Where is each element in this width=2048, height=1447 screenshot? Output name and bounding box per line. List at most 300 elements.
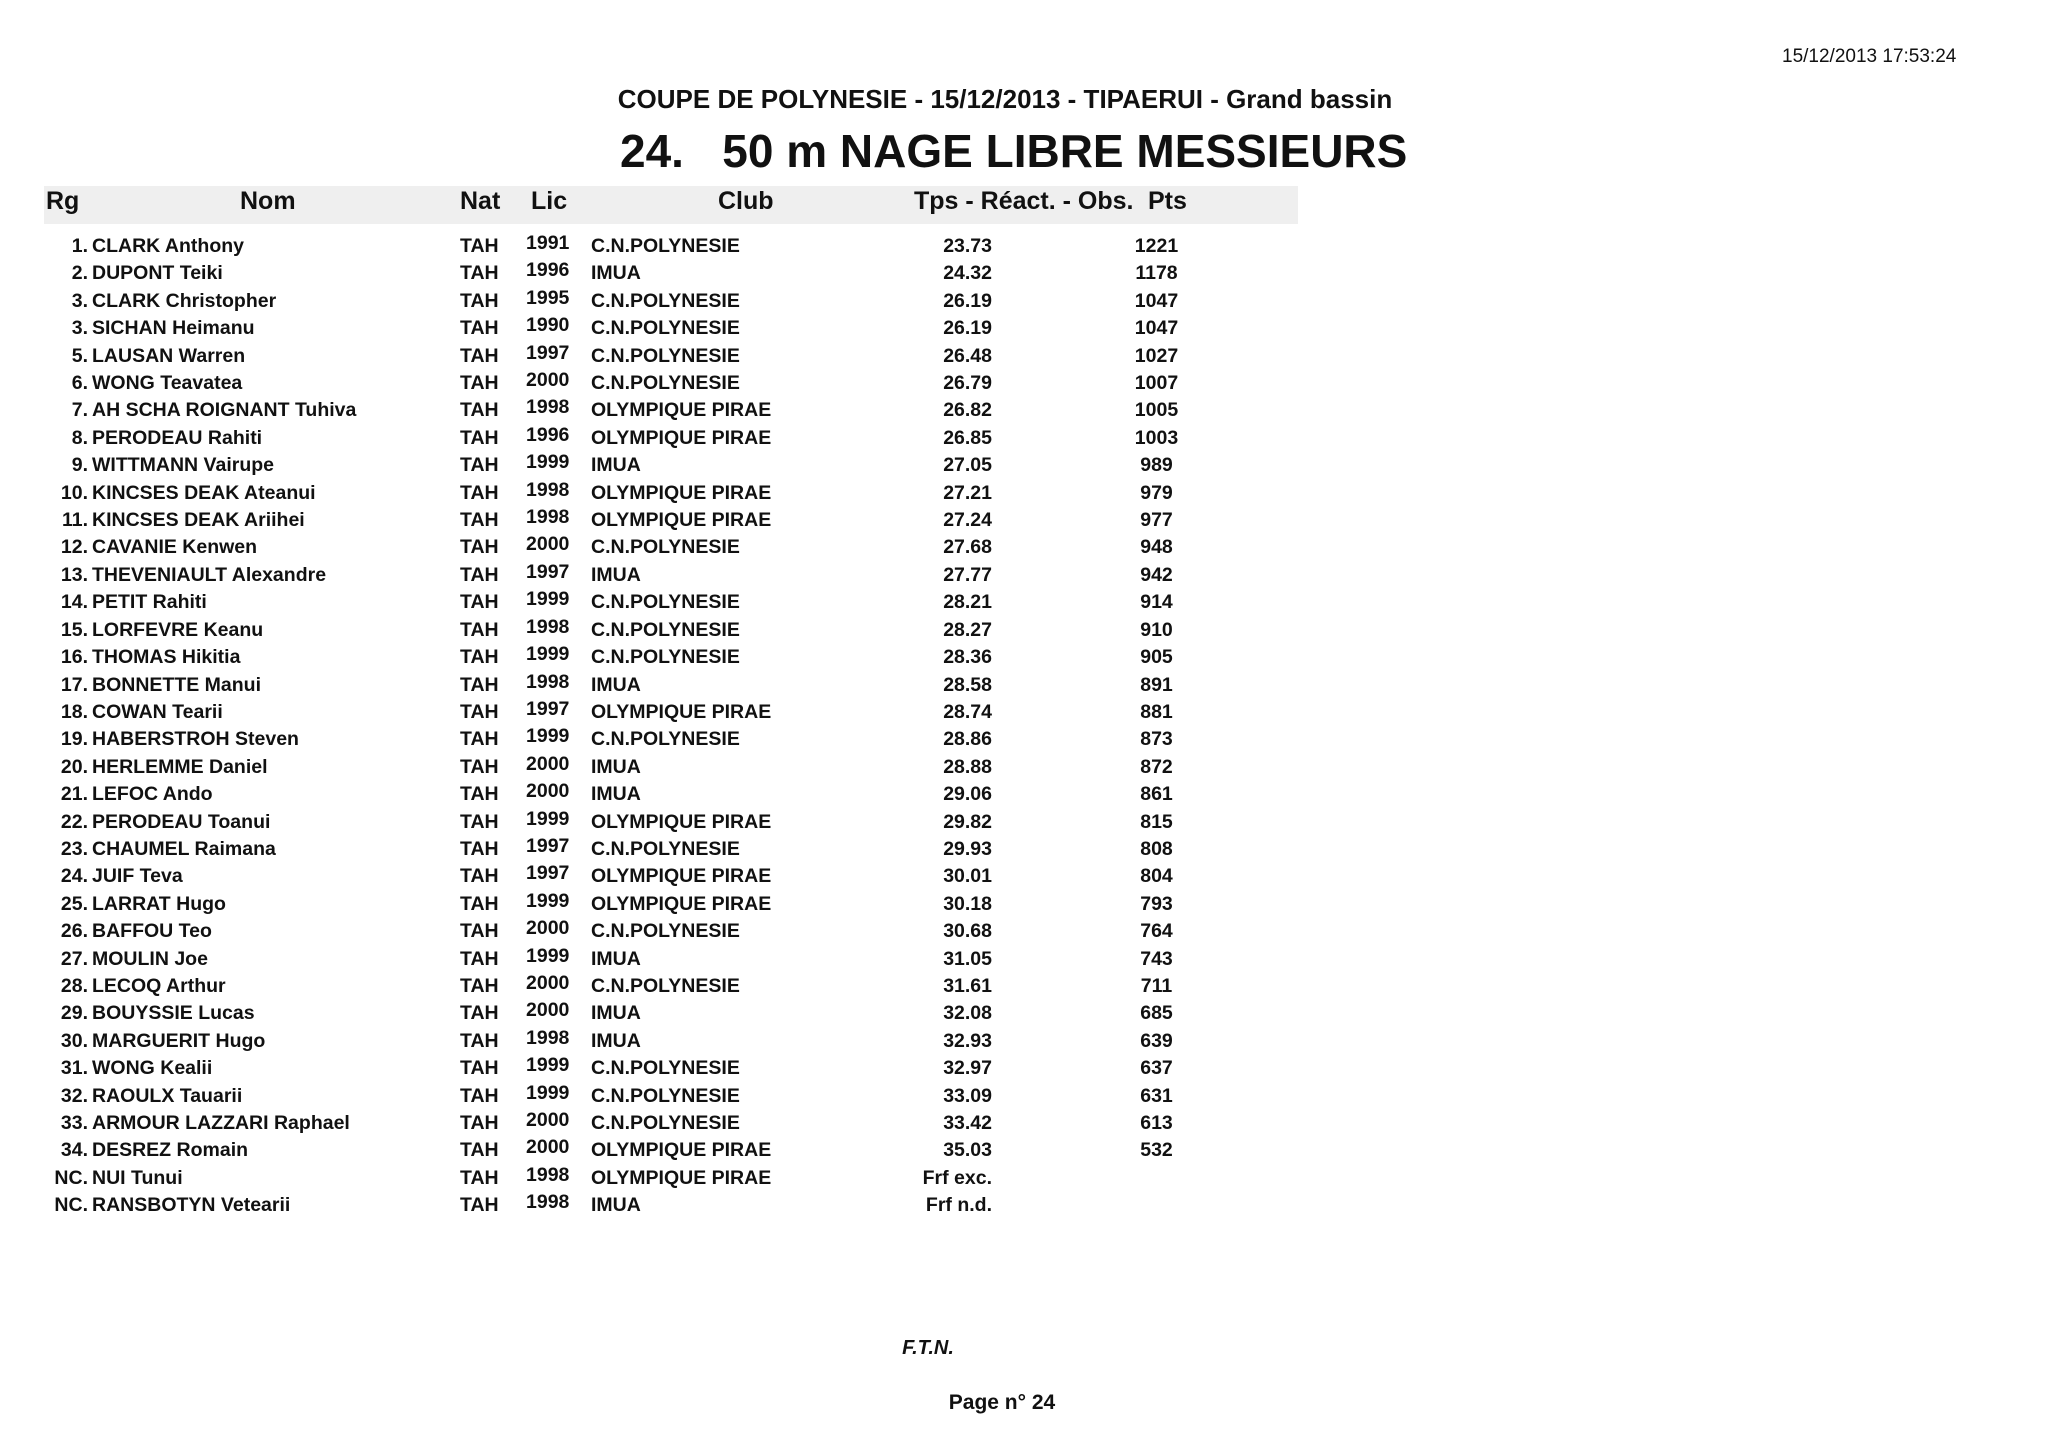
result-time: 28.27: [943, 618, 992, 641]
result-points: 685: [1140, 1002, 1173, 1025]
club-name: C.N.POLYNESIE: [591, 536, 740, 559]
club-name: C.N.POLYNESIE: [591, 618, 740, 641]
club-name: C.N.POLYNESIE: [591, 289, 740, 312]
results-table: [0, 231, 2048, 1218]
club-name: OLYMPIQUE PIRAE: [591, 481, 772, 504]
result-points: 1047: [1134, 317, 1179, 340]
result-time: 32.08: [943, 1002, 992, 1025]
swimmer-name: RANSBOTYN Vetearii: [92, 1194, 291, 1217]
result-points: 1007: [1134, 372, 1179, 395]
result-points: 804: [1140, 865, 1173, 888]
birth-year: 1998: [526, 1026, 570, 1049]
nationality: TAH: [460, 235, 499, 257]
swimmer-name: WITTMANN Vairupe: [92, 454, 275, 477]
nationality: TAH: [460, 837, 499, 860]
table-row: [0, 1053, 2048, 1080]
nationality: TAH: [460, 1002, 499, 1025]
birth-year: 1999: [526, 889, 570, 912]
result-rank: 27.: [60, 947, 88, 970]
result-time: 32.93: [943, 1029, 992, 1052]
result-points: 1221: [1134, 235, 1179, 257]
swimmer-name: CLARK Christopher: [92, 289, 277, 312]
swimmer-name: ARMOUR LAZZARI Raphael: [92, 1112, 350, 1134]
table-row: [0, 834, 2048, 861]
result-rank: 28.: [60, 974, 88, 997]
result-rank: 16.: [60, 646, 88, 669]
result-time: 30.68: [943, 920, 992, 943]
club-name: C.N.POLYNESIE: [591, 344, 740, 367]
table-row: [0, 1190, 2048, 1217]
club-name: C.N.POLYNESIE: [591, 920, 740, 943]
swimmer-name: JUIF Teva: [92, 865, 183, 888]
result-points: 914: [1140, 591, 1173, 614]
result-rank: 10.: [60, 481, 88, 504]
birth-year: 1999: [526, 725, 570, 748]
table-row: [0, 752, 2048, 779]
club-name: IMUA: [591, 947, 641, 970]
nationality: TAH: [460, 399, 499, 422]
table-row: [0, 313, 2048, 340]
club-name: C.N.POLYNESIE: [591, 646, 740, 669]
table-row: [0, 368, 2048, 395]
nationality: TAH: [460, 536, 499, 559]
result-points: 989: [1140, 454, 1173, 477]
swimmer-name: LORFEVRE Keanu: [92, 618, 264, 641]
result-points: 873: [1140, 728, 1173, 751]
birth-year: 1998: [526, 478, 570, 501]
result-time: 26.82: [943, 399, 992, 422]
birth-year: 1999: [526, 807, 570, 830]
result-time: 27.77: [943, 563, 992, 586]
club-name: IMUA: [591, 1194, 641, 1217]
result-time: 23.73: [943, 235, 992, 257]
nationality: TAH: [460, 865, 499, 888]
swimmer-name: CLARK Anthony: [92, 235, 245, 257]
result-points: 905: [1140, 646, 1173, 669]
swimmer-name: LARRAT Hugo: [92, 892, 226, 915]
nationality: TAH: [460, 1139, 499, 1162]
nationality: TAH: [460, 755, 499, 778]
nationality: TAH: [460, 646, 499, 669]
result-rank: 34.: [60, 1139, 88, 1162]
table-row: [0, 724, 2048, 751]
birth-year: 1997: [526, 862, 570, 885]
birth-year: 2000: [526, 369, 570, 392]
swimmer-name: DUPONT Teiki: [92, 262, 223, 285]
swimmer-name: THEVENIAULT Alexandre: [92, 563, 327, 586]
result-rank: 24.: [60, 865, 88, 888]
table-row: [0, 423, 2048, 450]
result-rank: 1.: [71, 235, 88, 257]
result-points: 1005: [1134, 399, 1179, 422]
birth-year: 2000: [526, 1136, 570, 1159]
table-row: [0, 1163, 2048, 1190]
result-rank: 22.: [60, 810, 88, 833]
result-rank: 13.: [60, 563, 88, 586]
results-header: [44, 186, 1298, 224]
table-row: [0, 1026, 2048, 1053]
header-lic: Lic: [531, 187, 568, 215]
swimmer-name: LECOQ Arthur: [92, 974, 226, 997]
swimmer-name: NUI Tunui: [92, 1166, 183, 1189]
result-points: 881: [1140, 700, 1173, 723]
club-name: IMUA: [591, 783, 641, 806]
birth-year: 1998: [526, 396, 570, 419]
swimmer-name: BONNETTE Manui: [92, 673, 261, 696]
table-row: [0, 395, 2048, 422]
club-name: IMUA: [591, 1002, 641, 1025]
result-points: 872: [1140, 755, 1173, 778]
swimmer-name: PERODEAU Toanui: [92, 810, 271, 833]
result-time: 31.61: [943, 974, 992, 997]
birth-year: 1999: [526, 643, 570, 666]
nationality: TAH: [460, 728, 499, 751]
table-row: [0, 560, 2048, 587]
result-rank: 8.: [71, 426, 88, 449]
result-time: Frf exc.: [922, 1166, 992, 1189]
club-name: IMUA: [591, 673, 641, 696]
table-row: [0, 1081, 2048, 1108]
birth-year: 1997: [526, 341, 570, 364]
birth-year: 1999: [526, 1054, 570, 1077]
table-row: [0, 587, 2048, 614]
swimmer-name: BOUYSSIE Lucas: [92, 1002, 255, 1025]
result-rank: 11.: [61, 509, 88, 532]
birth-year: 1998: [526, 1191, 570, 1214]
nationality: TAH: [460, 1194, 499, 1217]
result-points: 942: [1140, 563, 1173, 586]
event-title: 24. 50 m NAGE LIBRE MESSIEURS: [620, 125, 1408, 177]
result-rank: 14.: [60, 591, 88, 614]
nationality: TAH: [460, 700, 499, 723]
nationality: TAH: [460, 810, 499, 833]
swimmer-name: DESREZ Romain: [92, 1139, 249, 1162]
competition-title: COUPE DE POLYNESIE - 15/12/2013 - TIPAERUI - Grand bassin: [617, 84, 1393, 114]
result-points: 910: [1140, 618, 1173, 641]
swimmer-name: MOULIN Joe: [92, 947, 208, 970]
birth-year: 1997: [526, 560, 570, 583]
nationality: TAH: [460, 673, 499, 696]
swimmer-name: SICHAN Heimanu: [92, 317, 255, 340]
table-row: [0, 450, 2048, 477]
table-row: [0, 642, 2048, 669]
birth-year: 1997: [526, 834, 570, 857]
nationality: TAH: [460, 372, 499, 395]
birth-year: 2000: [526, 533, 570, 556]
header-club: Club: [718, 187, 774, 215]
nationality: TAH: [460, 783, 499, 806]
result-time: 26.19: [943, 289, 992, 312]
result-points: 613: [1140, 1112, 1173, 1134]
club-name: OLYMPIQUE PIRAE: [591, 509, 772, 532]
result-time: 33.42: [943, 1112, 992, 1134]
result-time: 24.32: [943, 262, 992, 285]
result-points: 743: [1140, 947, 1173, 970]
result-time: 26.79: [943, 372, 992, 395]
result-rank: 3.: [71, 317, 88, 340]
result-time: 28.86: [943, 728, 992, 751]
print-timestamp: 15/12/2013 17:53:24: [1782, 46, 1957, 67]
result-time: 32.97: [943, 1057, 992, 1080]
club-name: IMUA: [591, 454, 641, 477]
nationality: TAH: [460, 344, 499, 367]
result-time: 30.18: [943, 892, 992, 915]
result-rank: 5.: [71, 344, 88, 367]
result-points: 637: [1140, 1057, 1173, 1080]
club-name: OLYMPIQUE PIRAE: [591, 865, 772, 888]
result-points: 815: [1140, 810, 1173, 833]
swimmer-name: MARGUERIT Hugo: [92, 1029, 266, 1052]
result-time: 26.85: [943, 426, 992, 449]
table-row: [0, 615, 2048, 642]
result-points: 948: [1140, 536, 1173, 559]
club-name: C.N.POLYNESIE: [591, 728, 740, 751]
result-rank: 31.: [60, 1057, 88, 1080]
result-points: 808: [1140, 837, 1173, 860]
result-time: 29.93: [943, 837, 992, 860]
result-time: 27.68: [943, 536, 992, 559]
swimmer-name: AH SCHA ROIGNANT Tuhiva: [92, 399, 357, 422]
club-name: IMUA: [591, 755, 641, 778]
result-time: 33.09: [943, 1084, 992, 1107]
nationality: TAH: [460, 1029, 499, 1052]
result-points: 977: [1140, 509, 1173, 532]
table-row: [0, 971, 2048, 998]
birth-year: 2000: [526, 1109, 570, 1131]
birth-year: 2000: [526, 999, 570, 1022]
club-name: C.N.POLYNESIE: [591, 591, 740, 614]
club-name: C.N.POLYNESIE: [591, 974, 740, 997]
result-rank: 26.: [60, 920, 88, 943]
nationality: TAH: [460, 317, 499, 340]
birth-year: 1997: [526, 697, 570, 720]
result-rank: 6.: [71, 372, 88, 395]
club-name: OLYMPIQUE PIRAE: [591, 1166, 772, 1189]
result-rank: NC.: [54, 1166, 88, 1189]
table-row: [0, 258, 2048, 285]
result-rank: 32.: [60, 1084, 88, 1107]
result-points: 631: [1140, 1084, 1173, 1107]
result-rank: 9.: [71, 454, 88, 477]
result-points: 1003: [1134, 426, 1179, 449]
club-name: OLYMPIQUE PIRAE: [591, 399, 772, 422]
swimmer-name: CAVANIE Kenwen: [92, 536, 258, 559]
swimmer-name: LAUSAN Warren: [92, 344, 246, 367]
result-time: Frf n.d.: [925, 1194, 992, 1217]
club-name: C.N.POLYNESIE: [591, 837, 740, 860]
birth-year: 2000: [526, 917, 570, 940]
result-points: 1047: [1134, 289, 1179, 312]
table-row: [0, 697, 2048, 724]
club-name: C.N.POLYNESIE: [591, 235, 740, 257]
result-rank: 23.: [60, 837, 88, 860]
table-row: [0, 807, 2048, 834]
result-time: 27.21: [943, 481, 992, 504]
nationality: TAH: [460, 1166, 499, 1189]
nationality: TAH: [460, 509, 499, 532]
result-points: 532: [1140, 1139, 1173, 1162]
swimmer-name: HABERSTROH Steven: [92, 728, 299, 751]
birth-year: 1999: [526, 451, 570, 474]
result-points: 711: [1140, 974, 1173, 997]
result-time: 28.74: [943, 700, 992, 723]
nationality: TAH: [460, 974, 499, 997]
swimmer-name: LEFOC Ando: [92, 783, 213, 806]
table-row: [0, 231, 2048, 258]
result-time: 28.58: [943, 673, 992, 696]
birth-year: 1991: [526, 232, 570, 254]
nationality: TAH: [460, 591, 499, 614]
club-name: IMUA: [591, 262, 641, 285]
club-name: OLYMPIQUE PIRAE: [591, 700, 772, 723]
nationality: TAH: [460, 563, 499, 586]
result-time: 35.03: [943, 1139, 992, 1162]
birth-year: 1999: [526, 588, 570, 611]
result-rank: 30.: [60, 1029, 88, 1052]
swimmer-name: COWAN Tearii: [92, 700, 223, 723]
result-rank: 17.: [60, 673, 88, 696]
result-rank: NC.: [54, 1194, 88, 1217]
nationality: TAH: [460, 1112, 499, 1134]
result-time: 29.06: [943, 783, 992, 806]
nationality: TAH: [460, 426, 499, 449]
birth-year: 1990: [526, 314, 570, 337]
swimmer-name: PETIT Rahiti: [92, 591, 207, 614]
result-points: 639: [1140, 1029, 1173, 1052]
result-time: 26.48: [943, 344, 992, 367]
birth-year: 2000: [526, 971, 570, 994]
result-rank: 25.: [60, 892, 88, 915]
birth-year: 1998: [526, 670, 570, 693]
table-row: [0, 861, 2048, 888]
table-row: [0, 341, 2048, 368]
birth-year: 1999: [526, 944, 570, 967]
swimmer-name: RAOULX Tauarii: [92, 1084, 243, 1107]
birth-year: 1996: [526, 423, 570, 446]
nationality: TAH: [460, 1057, 499, 1080]
table-row: [0, 286, 2048, 313]
header-time: Tps - Réact. - Obs.: [914, 187, 1134, 215]
nationality: TAH: [460, 920, 499, 943]
birth-year: 1998: [526, 615, 570, 638]
result-points: 891: [1140, 673, 1173, 696]
club-name: C.N.POLYNESIE: [591, 1084, 740, 1107]
birth-year: 1996: [526, 259, 570, 282]
swimmer-name: WONG Teavatea: [92, 372, 243, 395]
result-rank: 29.: [60, 1002, 88, 1025]
footer-organization: F.T.N.: [902, 1337, 954, 1359]
result-points: 861: [1140, 783, 1173, 806]
club-name: OLYMPIQUE PIRAE: [591, 1139, 772, 1162]
result-time: 26.19: [943, 317, 992, 340]
birth-year: 1999: [526, 1081, 570, 1104]
swimmer-name: KINCSES DEAK Ateanui: [92, 481, 316, 504]
table-row: [0, 916, 2048, 943]
table-row: [0, 1108, 2048, 1135]
swimmer-name: PERODEAU Rahiti: [92, 426, 263, 449]
result-time: 27.24: [943, 509, 992, 532]
club-name: C.N.POLYNESIE: [591, 317, 740, 340]
nationality: TAH: [460, 1084, 499, 1107]
table-row: [0, 779, 2048, 806]
result-points: 1027: [1134, 344, 1179, 367]
table-row: [0, 944, 2048, 971]
nationality: TAH: [460, 947, 499, 970]
result-time: 29.82: [943, 810, 992, 833]
result-time: 30.01: [943, 865, 992, 888]
result-rank: 33.: [60, 1112, 88, 1134]
swimmer-name: CHAUMEL Raimana: [92, 837, 276, 860]
swimmer-name: HERLEMME Daniel: [92, 755, 268, 778]
result-rank: 3.: [71, 289, 88, 312]
nationality: TAH: [460, 618, 499, 641]
nationality: TAH: [460, 892, 499, 915]
result-rank: 21.: [60, 783, 88, 806]
header-nat: Nat: [460, 187, 501, 215]
club-name: IMUA: [591, 563, 641, 586]
result-rank: 18.: [60, 700, 88, 723]
result-points: 979: [1140, 481, 1173, 504]
birth-year: 2000: [526, 780, 570, 803]
result-rank: 15.: [60, 618, 88, 641]
nationality: TAH: [460, 289, 499, 312]
result-rank: 2.: [71, 262, 88, 285]
swimmer-name: THOMAS Hikitia: [92, 646, 241, 669]
club-name: C.N.POLYNESIE: [591, 372, 740, 395]
result-rank: 7.: [71, 399, 88, 422]
table-row: [0, 998, 2048, 1025]
result-time: 27.05: [943, 454, 992, 477]
club-name: OLYMPIQUE PIRAE: [591, 810, 772, 833]
nationality: TAH: [460, 262, 499, 285]
swimmer-name: BAFFOU Teo: [92, 920, 212, 943]
table-row: [0, 670, 2048, 697]
page-number: Page n° 24: [948, 1391, 1056, 1414]
birth-year: 1998: [526, 1163, 570, 1186]
header-pts: Pts: [1148, 187, 1187, 215]
swimmer-name: WONG Kealii: [92, 1057, 213, 1080]
table-row: [0, 478, 2048, 505]
result-rank: 19.: [60, 728, 88, 751]
club-name: C.N.POLYNESIE: [591, 1057, 740, 1080]
result-time: 28.36: [943, 646, 992, 669]
result-time: 28.88: [943, 755, 992, 778]
club-name: IMUA: [591, 1029, 641, 1052]
result-time: 28.21: [943, 591, 992, 614]
table-row: [0, 889, 2048, 916]
header-name: Nom: [240, 187, 296, 215]
nationality: TAH: [460, 454, 499, 477]
result-rank: 12.: [60, 536, 88, 559]
nationality: TAH: [460, 481, 499, 504]
birth-year: 1998: [526, 506, 570, 529]
result-points: 764: [1140, 920, 1173, 943]
table-row: [0, 505, 2048, 532]
club-name: OLYMPIQUE PIRAE: [591, 426, 772, 449]
result-points: 1178: [1135, 262, 1178, 285]
birth-year: 2000: [526, 752, 570, 775]
result-rank: 20.: [60, 755, 88, 778]
table-row: [0, 1135, 2048, 1162]
club-name: OLYMPIQUE PIRAE: [591, 892, 772, 915]
club-name: C.N.POLYNESIE: [591, 1112, 740, 1134]
result-time: 31.05: [943, 947, 992, 970]
result-points: 793: [1140, 892, 1173, 915]
birth-year: 1995: [526, 286, 570, 309]
header-rank: Rg: [46, 187, 80, 215]
table-row: [0, 532, 2048, 559]
swimmer-name: KINCSES DEAK Ariihei: [92, 509, 305, 532]
